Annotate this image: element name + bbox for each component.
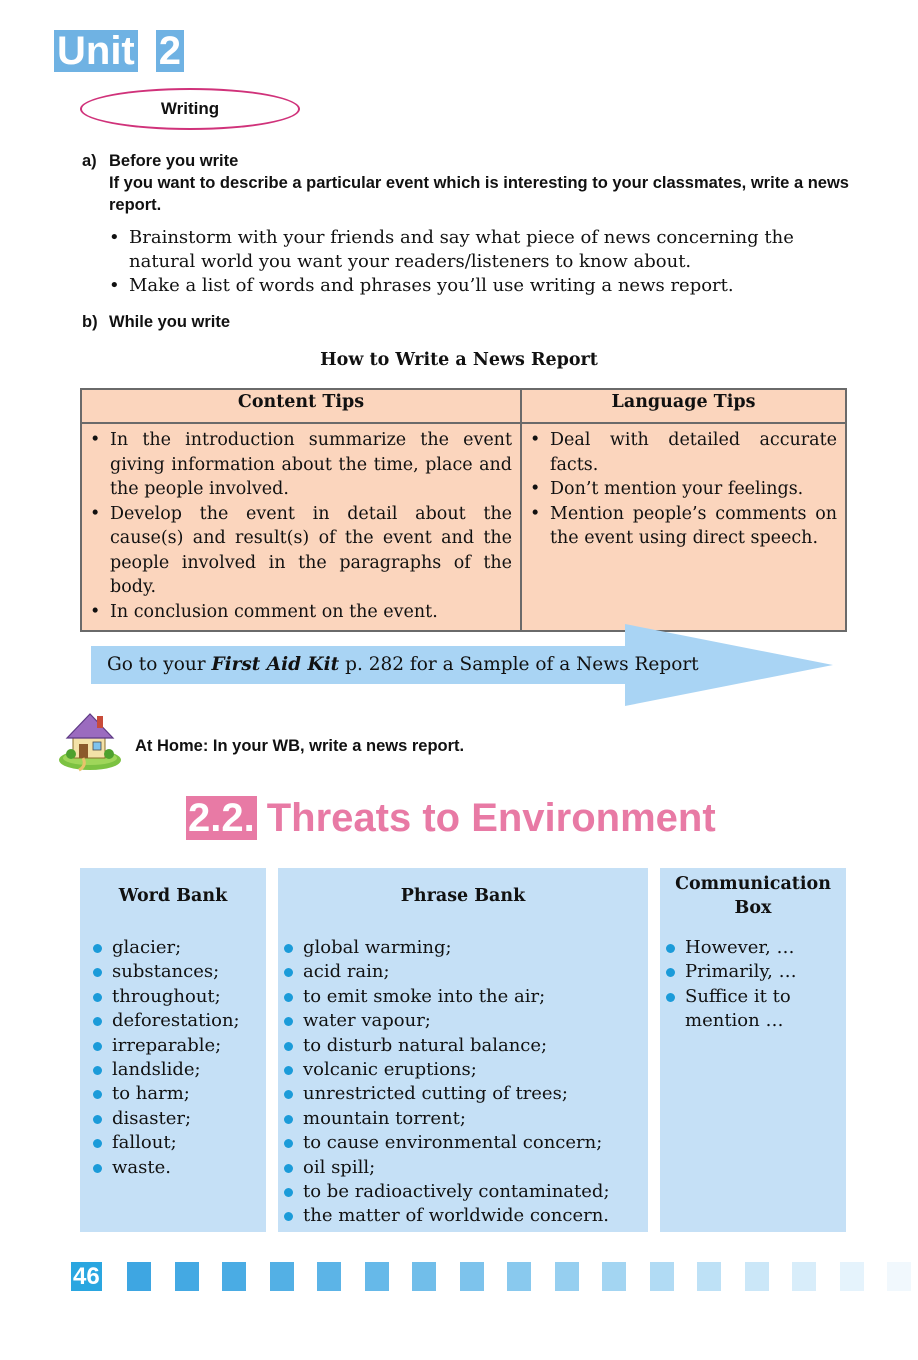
- footer-square: [317, 1262, 341, 1291]
- communication-box-item: However, …: [663, 936, 840, 960]
- language-tip: • Deal with detailed accurate facts.: [530, 428, 837, 477]
- unit-number: 2: [156, 30, 184, 72]
- phrase-bank-item: to cause environmental concern;: [281, 1131, 648, 1155]
- word-bank-item: irreparable;: [90, 1034, 266, 1058]
- footer-square: [460, 1262, 484, 1291]
- footer-square: [840, 1262, 864, 1291]
- phrase-bank: [278, 868, 648, 1232]
- footer-square: [365, 1262, 389, 1291]
- content-tips-cell: [81, 423, 521, 631]
- language-tip: • Mention people’s comments on the event using direct speech.: [530, 502, 837, 551]
- word-bank-item: deforestation;: [90, 1009, 266, 1033]
- footer-square: [745, 1262, 769, 1291]
- part-b-letter: b): [82, 313, 98, 331]
- footer-square: [270, 1262, 294, 1291]
- phrase-bank-item: volcanic eruptions;: [281, 1058, 648, 1082]
- word-bank-item: disaster;: [90, 1107, 266, 1131]
- house-icon: [57, 710, 123, 772]
- word-bank-item: to harm;: [90, 1082, 266, 1106]
- writing-label: Writing: [160, 99, 220, 118]
- footer-square: [650, 1262, 674, 1291]
- word-bank-item: fallout;: [90, 1131, 266, 1155]
- phrase-bank-title: Phrase Bank: [400, 886, 526, 906]
- phrase-bank-item: unrestricted cutting of trees;: [281, 1082, 648, 1106]
- communication-box-item: Primarily, …: [663, 960, 840, 984]
- unit-word: Unit: [54, 30, 138, 72]
- section-title: Threats to Environment: [266, 796, 716, 840]
- language-tips-header: Language Tips: [521, 389, 846, 423]
- phrase-bank-item: water vapour;: [281, 1009, 648, 1033]
- content-tip: • Develop the event in detail about the cause(s) and result(s) of the event and the people involved in the paragraphs of the body.: [90, 502, 512, 600]
- footer-square: [127, 1262, 151, 1291]
- part-a-bullets: [109, 226, 859, 298]
- phrase-bank-item: to disturb natural balance;: [281, 1034, 648, 1058]
- part-b-heading: [82, 311, 230, 333]
- footer-square: [507, 1262, 531, 1291]
- word-bank-item: substances;: [90, 960, 266, 984]
- communication-box: [660, 868, 846, 1232]
- phrase-bank-item: to emit smoke into the air;: [281, 985, 648, 1009]
- tips-table-caption: How to Write a News Report: [320, 350, 598, 370]
- news-report-tips-table: [80, 388, 847, 632]
- part-a-letter: a): [82, 152, 97, 170]
- unit-heading: [54, 30, 184, 72]
- phrase-bank-item: the matter of worldwide concern.: [281, 1204, 648, 1228]
- phrase-bank-item: acid rain;: [281, 960, 648, 984]
- word-bank-item: waste.: [90, 1156, 266, 1180]
- part-a-bullet: • Make a list of words and phrases you’ll use writing a news report.: [109, 274, 859, 298]
- communication-box-title: Communication Box: [675, 874, 831, 918]
- footer-square: [697, 1262, 721, 1291]
- footer-square: [887, 1262, 911, 1291]
- word-bank-item: landslide;: [90, 1058, 266, 1082]
- communication-box-list: [660, 936, 846, 1034]
- content-tip: • In the introduction summarize the event giving information about the time, place and the people involved.: [90, 428, 512, 502]
- word-bank-item: glacier;: [90, 936, 266, 960]
- word-bank-item: throughout;: [90, 985, 266, 1009]
- footer-square: [412, 1262, 436, 1291]
- part-a-description: If you want to describe a particular event which is interesting to your classmates, write a news report.: [109, 174, 849, 214]
- part-a-heading: [82, 150, 238, 172]
- phrase-bank-item: to be radioactively contaminated;: [281, 1180, 648, 1204]
- language-tips-cell: [521, 423, 846, 631]
- phrase-bank-list: [278, 936, 648, 1229]
- word-bank: [80, 868, 266, 1232]
- part-a-title: Before you write: [109, 152, 239, 170]
- phrase-bank-item: oil spill;: [281, 1156, 648, 1180]
- section-heading: [186, 794, 716, 844]
- arrow-note-prefix: Go to your: [107, 654, 212, 675]
- home-assignment: At Home: In your WB, write a news report.: [135, 737, 465, 755]
- phrase-bank-item: mountain torrent;: [281, 1107, 648, 1131]
- part-b-title: While you write: [109, 313, 231, 331]
- footer-square: [602, 1262, 626, 1291]
- arrow-note-text: [107, 654, 699, 676]
- writing-section-pill: [80, 88, 300, 130]
- word-bank-title: Word Bank: [118, 886, 228, 906]
- footer-square: [175, 1262, 199, 1291]
- phrase-bank-item: global warming;: [281, 936, 648, 960]
- part-a-bullet: • Brainstorm with your friends and say what piece of news concerning the natural world you want your readers/listeners to know about.: [109, 226, 859, 274]
- section-number: 2.2.: [188, 796, 255, 840]
- arrow-note-suffix: p. 282 for a Sample of a News Report: [339, 654, 699, 675]
- footer-square: [555, 1262, 579, 1291]
- language-tip: • Don’t mention your feelings.: [530, 477, 837, 502]
- page-number: 46: [73, 1263, 100, 1290]
- footer-square: [792, 1262, 816, 1291]
- communication-box-item: Suffice it to mention …: [663, 985, 840, 1034]
- footer-square: [222, 1262, 246, 1291]
- content-tip: • In conclusion comment on the event.: [90, 600, 512, 625]
- arrow-note-book: First Aid Kit: [211, 654, 340, 675]
- word-bank-list: [80, 936, 266, 1180]
- content-tips-header: Content Tips: [81, 389, 521, 423]
- first-aid-kit-arrow: [91, 624, 833, 706]
